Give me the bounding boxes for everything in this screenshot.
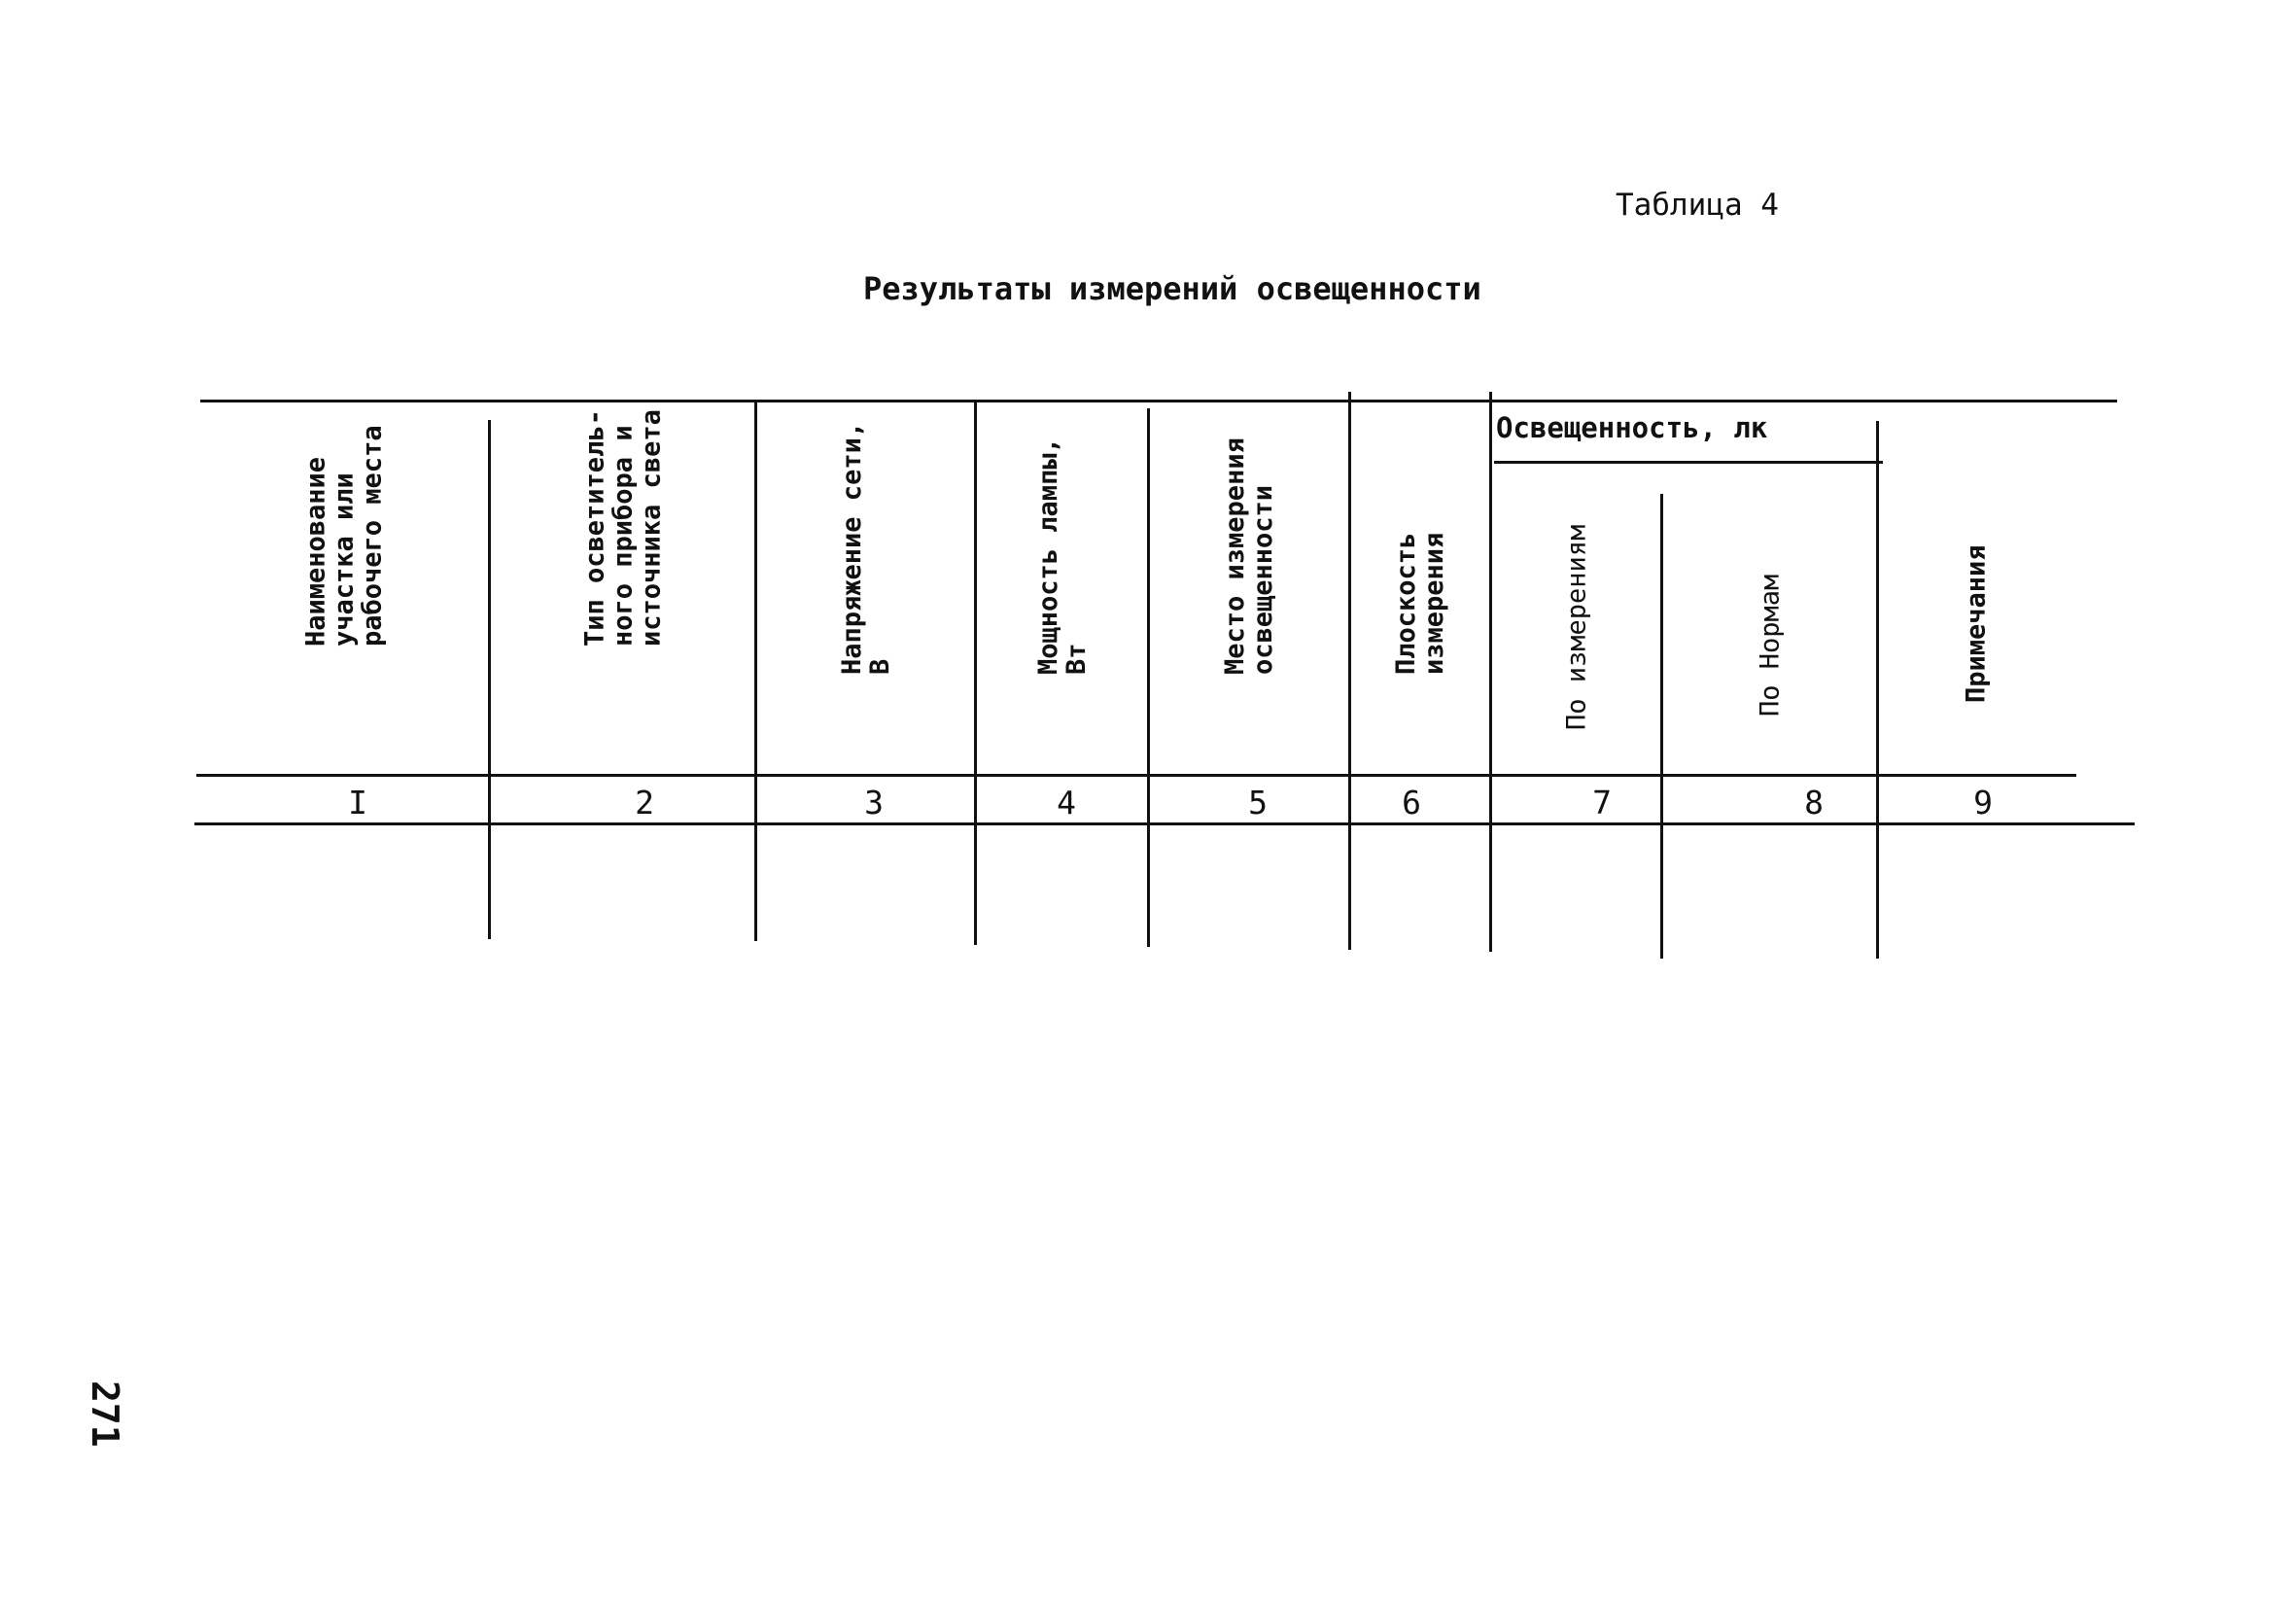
header-cell-site-name — [200, 413, 488, 739]
header-cell-notes — [1879, 413, 2073, 739]
header-text: Напряжение сети, В — [836, 421, 895, 675]
table-top-rule — [200, 400, 2117, 402]
header-text: Примечания — [1961, 544, 1992, 703]
header-text: Наименование участка или рабочего места — [300, 425, 388, 647]
header-text: По Нормам — [1755, 574, 1785, 717]
header-cell-lamp-power — [977, 413, 1147, 739]
group-sub-rule — [1494, 461, 1883, 464]
header-cell-measurement-plane — [1351, 413, 1489, 739]
column-number: 9 — [1973, 784, 1993, 821]
header-cell-measured — [1492, 476, 1660, 739]
table-label: Таблица 4 — [1616, 188, 1779, 223]
page-number: 271 — [84, 1381, 126, 1448]
header-bottom-rule — [196, 774, 2076, 777]
column-number: 5 — [1248, 784, 1268, 821]
header-cell-voltage — [757, 413, 974, 739]
header-text: Тип осветитель- ного прибора и источника света — [579, 409, 666, 647]
header-cell-measurement-place — [1150, 413, 1348, 739]
header-text: Плоскость измерения — [1391, 532, 1449, 675]
numbers-bottom-rule — [194, 822, 2135, 825]
column-number: I — [348, 784, 367, 821]
header-cell-fixture-type — [491, 409, 754, 739]
column-number: 8 — [1804, 784, 1824, 821]
column-number: 7 — [1592, 784, 1612, 821]
header-cell-by-norms — [1663, 476, 1876, 739]
header-text: Место измерения освещенности — [1220, 437, 1278, 675]
header-text: Мощность лампы, Вт — [1032, 437, 1092, 675]
column-number: 6 — [1402, 784, 1421, 821]
header-text: По измерениям — [1561, 524, 1591, 730]
column-number: 4 — [1057, 784, 1076, 821]
column-number: 3 — [864, 784, 884, 821]
table-title: Результаты измерений освещенности — [863, 270, 1481, 307]
group-header-illuminance: Освещенность, лк — [1496, 411, 1768, 444]
column-number: 2 — [635, 784, 654, 821]
